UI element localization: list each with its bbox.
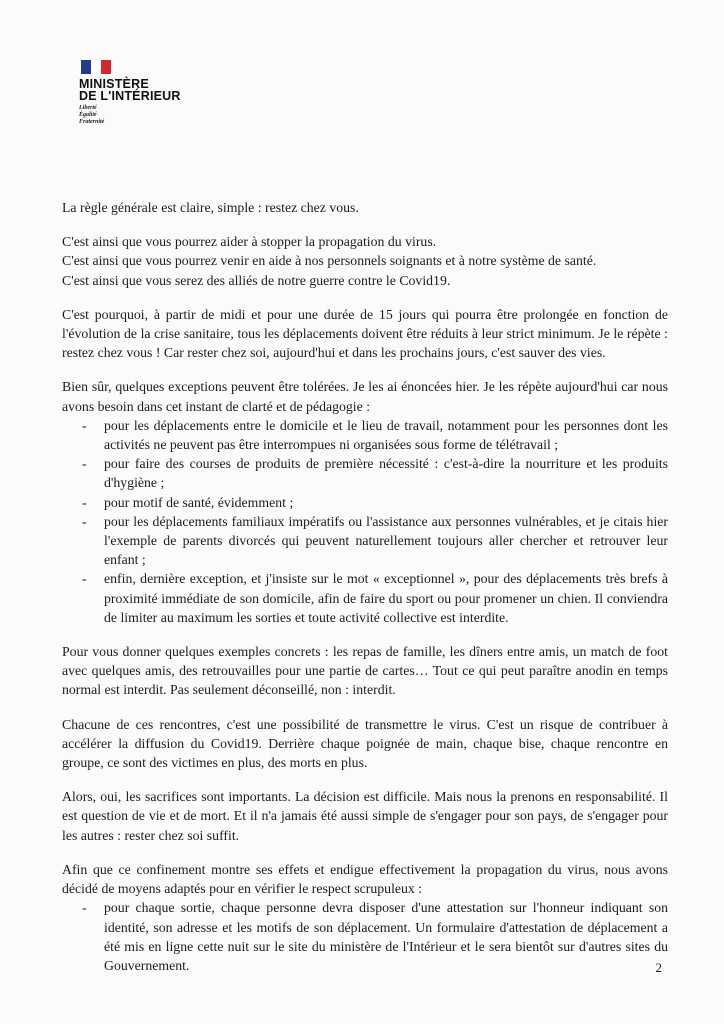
line-help-caregivers: C'est ainsi que vous pourrez venir en aide à nos personnels soignants et à notre système de santé. <box>62 253 597 269</box>
ministry-name <box>79 78 181 102</box>
list-item: - pour les déplacements entre le domicile et le lieu de travail, notamment pour les personnes dont les activités ne peuvent pas être interrompues ni organisées sous forme de télétravail ; <box>62 416 668 454</box>
motto-fraternite: Fraternité <box>79 119 105 125</box>
paragraph-controls-intro: Afin que ce confinement montre ses effets et endigue effectivement la propagation du virus, nous avons décidé de moyens adaptés pour en vérifier le respect scrupuleux : <box>62 861 668 897</box>
ministry-name-line1: MINISTÈRE <box>79 77 149 91</box>
list-item: - pour motif de santé, évidemment ; <box>62 493 668 512</box>
ministry-name-line2: DE L'INTÉRIEUR <box>79 89 181 103</box>
page-number: 2 <box>655 960 662 975</box>
document-body <box>62 198 668 990</box>
motto-liberte: Liberté <box>79 105 97 111</box>
ministry-logo <box>79 60 181 126</box>
list-item: - pour les déplacements familiaux impératifs ou l'assistance aux personnes vulnérables, et je citais hier l'exemple de parents divorcés qui peuvent naturellement toujours aller chercher et retrouver leur enfant ; <box>62 512 668 570</box>
paragraph-general-rule: La règle générale est claire, simple : restez chez vous. <box>62 200 359 215</box>
list-item: - enfin, dernière exception, et j'insiste sur le mot « exceptionnel », pour des déplacements très brefs à proximité immédiate de son domicile, afin de faire du sport ou pour promener un chien. Il conviendra de limiter au maximum les sorties et toute activité collective est interdite. <box>62 569 668 627</box>
line-allies: C'est ainsi que vous serez des alliés de notre guerre contre le Covid19. <box>62 272 451 288</box>
paragraph-transmission-risk: Chacune de ces rencontres, c'est une possibilité de transmettre le virus. C'est un risque de contribuer à accélérer la diffusion du Covid19. Derrière chaque poignée de main, chaque bise, chaque rencontre en groupe, ce sont des victimes en plus, des morts en plus. <box>62 716 668 771</box>
paragraph-exceptions-intro: Bien sûr, quelques exceptions peuvent être tolérées. Je les ai énoncées hier. Je les répète aujourd'hui car nous avons besoin dans cet instant de clarté et de pédagogie : <box>62 379 668 414</box>
exceptions-list <box>62 416 668 627</box>
motto-egalite: Égalité <box>79 112 97 118</box>
paragraph-concrete-examples: Pour vous donner quelques exemples concrets : les repas de famille, les dîners entre amis, un match de foot avec quelques amis, des retrouvailles pour une partie de cartes… Tout ce qui peut paraître anodin en temps normal est interdit. Pas seulement déconseillé, non : interdit. <box>62 644 668 698</box>
paragraph-sacrifices: Alors, oui, les sacrifices sont importants. La décision est difficile. Mais nous la prenons en responsabilité. Il est question de vie et de mort. Et il n'a jamais été aussi simple de s'engager pour son pays, de s'engager pour les autres : rester chez soi suffit. <box>62 789 668 843</box>
marianne-flag-icon <box>81 60 111 74</box>
paragraph-confinement-duration: C'est pourquoi, à partir de midi et pour une durée de 15 jours qui pourra être prolongée en fonction de l'évolution de la crise sanitaire, tous les déplacements doivent être réduits à leur strict minimum. Je le répète : restez chez vous ! Car rester chez soi, aujourd'hui et dans les prochains jours, c'est sauver des vies. <box>62 306 668 361</box>
paragraph-cest-ainsi <box>62 232 668 290</box>
controls-list <box>62 898 668 975</box>
line-stop-propagation: C'est ainsi que vous pourrez aider à stopper la propagation du virus. <box>62 234 437 250</box>
list-item: - pour faire des courses de produits de première nécessité : c'est-à-dire la nourriture et les produits d'hygiène ; <box>62 454 668 492</box>
republic-motto <box>79 105 181 126</box>
list-item: - pour chaque sortie, chaque personne devra disposer d'une attestation sur l'honneur indiquant son identité, son adresse et les motifs de son déplacement. Un formulaire d'attestation de déplacement a été mis en ligne cette nuit sur le site du ministère de l'Intérieur et le sera bientôt sur d'autres sites du Gouvernement. <box>62 898 668 975</box>
